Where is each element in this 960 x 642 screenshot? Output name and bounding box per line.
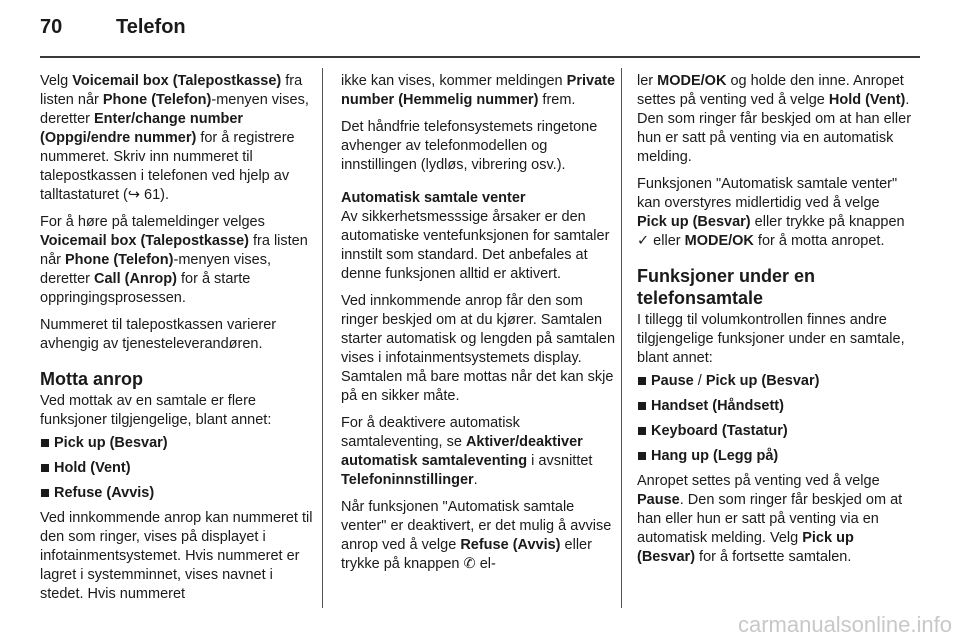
list-item: Pause / Pick up (Besvar) [637,372,913,391]
refuse-call-paragraph: Når funksjonen "Automatisk samtale venter" er deaktivert, er det mulig å avvise anrop ved å velge Refuse (Avvis) eller trykke på knappen ✆ el- [341,499,612,572]
section-heading-motta-anrop: Motta anrop [40,369,143,389]
column-divider-2 [621,68,622,608]
list-item: Handset (Håndsett) [637,397,913,416]
incoming-call-functions-list [40,434,316,503]
header-rule [40,56,920,58]
hang-up-phone-icon: ✆ [463,556,476,572]
pause-paragraph: Anropet settes på venting ved å velge Pause. Den som ringer får beskjed om at han eller hun er satt på venting via en automatisk melding. Velg Pick up (Besvar) for å fortsette samtalen. [637,473,903,565]
bullet-square-icon [41,489,49,497]
column-1 [40,72,316,612]
bullet-square-icon [41,464,49,472]
ringtone-paragraph: Det håndfrie telefonsystemets ringetone avhenger av telefonmodellen og innstillingen (lydløs, vibrering osv.). [341,119,598,173]
bullet-square-icon [41,439,49,447]
list-item: Refuse (Avvis) [40,484,316,503]
private-number-paragraph: ikke kan vises, kommer meldingen Private number (Hemmelig nummer) frem. [341,73,616,108]
motta-intro-paragraph: Ved mottak av en samtale er flere funksjoner tilgjengelige, blant annet: [40,393,272,428]
column-3 [637,72,913,575]
auto-wait-behavior-paragraph: Ved innkommende anrop får den som ringer beskjed om at du kjører. Samtalen starter automatisk og lengden på samtalen vises i infotainmentsystemets display. Samtalen må bare mottas når det kan skje på en sikker måte. [341,293,616,404]
bullet-square-icon [638,427,646,435]
chapter-title: Telefon [116,16,186,38]
during-call-intro-paragraph: I tillegg til volumkontrollen finnes andre tilgjengelige funksjoner under en samtale, blant annet: [637,312,905,366]
column-divider-1 [322,68,323,608]
section-heading-funksjoner: Funksjoner under en telefonsamtale [637,266,816,308]
list-item: Keyboard (Tastatur) [637,422,913,441]
caller-number-paragraph: Ved innkommende anrop kan nummeret til den som ringer, vises på displayet i infotainmentsystemet. Hvis nummeret er lagret i systemminnet, vises navnet i stedet. Hvis nummeret [40,510,313,602]
column-2 [341,72,617,582]
during-call-functions-list [637,372,913,466]
page-number: 70 [40,16,63,38]
voicemail-setup-paragraph: Velg Voicemail box (Talepostkasse) fra listen når Phone (Telefon)-menyen vises, deretter Enter/change number (Oppgi/endre nummer) for å registrere nummeret. Skriv inn nummeret til talepostkassen i telefonen ved hjelp av talltastaturet (↪ 61). [40,73,309,203]
page-reference-icon[interactable]: ↪ [127,187,140,203]
hold-paragraph: ler MODE/OK og holde den inne. Anropet settes på venting ved å velge Hold (Vent). Den som ringer får beskjed om at han eller hun er satt på venting via en automatisk melding. [637,73,912,165]
list-item: Hang up (Legg på) [637,447,913,466]
auto-wait-default-paragraph: Av sikkerhetsmesssige årsaker er den automatiske ventefunksjonen for samtaler innstilt som standard. Det anbefales at denne funksjonen alltid er aktivert. [341,209,610,282]
page-header [40,16,920,50]
deactivate-paragraph: For å deaktivere automatisk samtaleventing, se Aktiver/deaktiver automatisk samtaleventing i avsnittet Telefoninnstillinger. [341,415,593,488]
answer-phone-icon: ✓ [637,233,650,249]
override-paragraph: Funksjonen "Automatisk samtale venter" kan overstyres midlertidig ved å velge Pick up (Besvar) eller trykke på knappen ✓ eller MODE/OK for å motta anropet. [637,176,905,249]
voicemail-provider-paragraph: Nummeret til talepostkassen varierer avhengig av tjenesteleverandøren. [40,317,277,352]
list-item: Pick up (Besvar) [40,434,316,453]
watermark: carmanualsonline.info [737,612,952,637]
bullet-square-icon [638,377,646,385]
bullet-square-icon [638,402,646,410]
section-heading-automatisk-samtale-venter: Automatisk samtale venter [341,190,526,206]
list-item: Hold (Vent) [40,459,316,478]
bullet-square-icon [638,452,646,460]
voicemail-listen-paragraph: For å høre på talemeldinger velges Voicemail box (Talepostkasse) fra listen når Phone (Telefon)-menyen vises, deretter Call (Anrop) for å starte oppringingsprosessen. [40,214,308,306]
